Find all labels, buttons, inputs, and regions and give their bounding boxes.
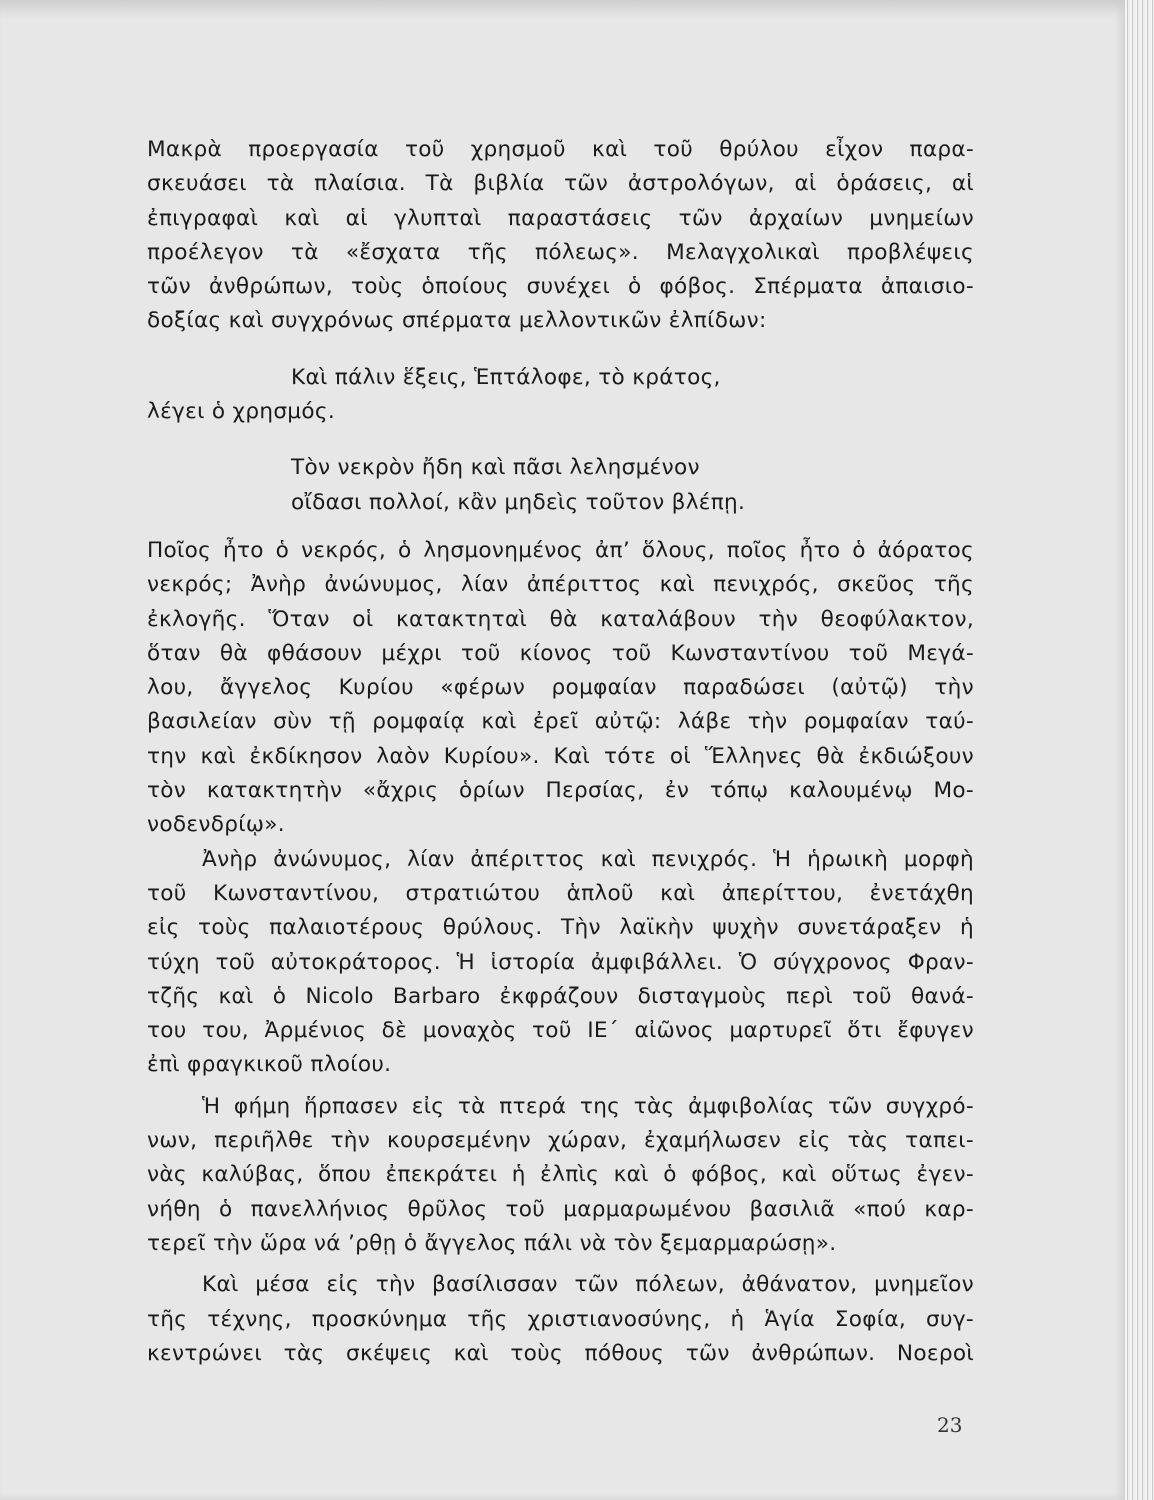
text-line: την καὶ ἐκδίκησον λαὸν Κυρίου». Καὶ τότε οἱ Ἕλληνες θὰ ἐκδιώξουν (147, 743, 974, 769)
text-line: νήθη ὁ πανελλήνιος θρῦλος τοῦ μαρμαρωμένου βασιλιᾶ «πού καρ- (147, 1196, 974, 1222)
text-line: λου, ἄγγελος Κυρίου «φέρων ρομφαίαν παραδώσει (αὐτῷ) τὴν (147, 675, 974, 701)
text-line: του του, Ἀρμένιος δὲ μοναχὸς τοῦ ΙΕ΄ αἰῶνος μαρτυρεῖ ὅτι ἔφυγεν (147, 1018, 974, 1044)
body-text (147, 133, 974, 1371)
text-line: προέλεγον τὰ «ἔσχατα τῆς πόλεως». Μελαγχολικαὶ προβλέψεις (147, 239, 974, 265)
text-line: ἐπιγραφαὶ καὶ αἱ γλυπταὶ παραστάσεις τῶν ἀρχαίων μνημείων (147, 205, 974, 231)
text-line: τερεῖ τὴν ὥρα νά ’ρθῃ ὁ ἄγγελος πάλι νὰ τὸν ξεμαρμαρώσῃ». (147, 1230, 837, 1256)
text-line: κεντρώνει τὰς σκέψεις καὶ τοὺς πόθους τῶν ἀνθρώπων. Νοεροὶ (147, 1340, 974, 1366)
page-number: 23 (937, 1413, 963, 1437)
text-line: Ἀνὴρ ἀνώνυμος, λίαν ἀπέριττος καὶ πενιχρός. Ἡ ἡρωικὴ μορφὴ (202, 846, 974, 872)
text-line: βασιλείαν σὺν τῇ ρομφαίᾳ καὶ ἐρεῖ αὐτῷ: λάβε τὴν ρομφαίαν ταύ- (147, 709, 974, 735)
text-line: νων, περιῆλθε τὴν κουρσεμένην χώραν, ἐχαμήλωσεν εἰς τὰς ταπει- (147, 1128, 974, 1154)
text-line: τύχη τοῦ αὐτοκράτορος. Ἡ ἱστορία ἀμφιβάλλει. Ὁ σύγχρονος Φραν- (147, 949, 974, 975)
text-line: νοδενδρίῳ». (147, 812, 285, 838)
text-line: Ἡ φήμη ἥρπασεν εἰς τὰ πτερά της τὰς ἀμφιβολίας τῶν συγχρό- (202, 1093, 974, 1119)
page-top-shadow (0, 0, 1125, 18)
text-line: τῆς τέχνης, προσκύνημα τῆς χριστιανοσύνης, ἡ Ἁγία Σοφία, συγ- (147, 1306, 974, 1332)
page-edge-stack (1125, 0, 1154, 1500)
verse-line: οἴδασι πολλοί, κἂν μηδεὶς τοῦτον βλέπῃ. (291, 489, 746, 515)
text-line: τζῆς καὶ ὁ Nicolo Barbaro ἐκφράζουν δισταγμοὺς περὶ τοῦ θανά- (147, 983, 974, 1009)
text-line: Ποῖος ἦτο ὁ νεκρός, ὁ λησμονημένος ἀπ’ ὅλους, ποῖος ἦτο ὁ ἀόρατος (147, 537, 974, 563)
text-line: τῶν ἀνθρώπων, τοὺς ὁποίους συνέχει ὁ φόβος. Σπέρματα ἀπαισιο- (147, 274, 974, 300)
text-line: λέγει ὁ χρησμός. (147, 399, 335, 425)
text-line: ὅταν θὰ φθάσουν μέχρι τοῦ κίονος τοῦ Κωνσταντίνου τοῦ Μεγά- (147, 640, 974, 666)
text-line: ἐπὶ φραγκικοῦ πλοίου. (147, 1052, 392, 1078)
text-line: Καὶ μέσα εἰς τὴν βασίλισσαν τῶν πόλεων, ἀθάνατον, μνημεῖον (202, 1272, 974, 1298)
text-line: τὸν κατακτητὴν «ἄχρις ὁρίων Περσίας, ἐν τόπῳ καλουμένῳ Μο- (147, 778, 974, 804)
text-line: ἐκλογῆς. Ὅταν οἱ κατακτηταὶ θὰ καταλάβουν τὴν θεοφύλακτον, (147, 606, 974, 632)
text-line: δοξίας καὶ συγχρόνως σπέρματα μελλοντικῶν ἐλπίδων: (147, 308, 767, 334)
text-line: νὰς καλύβας, ὅπου ἐπεκράτει ἡ ἐλπὶς καὶ ὁ φόβος, καὶ οὕτως ἐγεν- (147, 1162, 974, 1188)
text-line: Μακρὰ προεργασία τοῦ χρησμοῦ καὶ τοῦ θρύλου εἶχον παρα- (147, 137, 974, 162)
text-line: τοῦ Κωνσταντίνου, στρατιώτου ἁπλοῦ καὶ ἀπερίττου, ἐνετάχθη (147, 880, 974, 906)
verse-line: Τὸν νεκρὸν ἤδη καὶ πᾶσι λελησμένον (291, 455, 700, 481)
text-line: νεκρός; Ἀνὴρ ἀνώνυμος, λίαν ἀπέριττος καὶ πενιχρός, σκεῦος τῆς (147, 572, 974, 598)
text-line: σκευάσει τὰ πλαίσια. Τὰ βιβλία τῶν ἀστρολόγων, αἱ ὁράσεις, αἱ (147, 171, 974, 197)
text-line: εἰς τοὺς παλαιοτέρους θρύλους. Τὴν λαϊκὴν ψυχὴν συνετάραξεν ἡ (147, 915, 974, 941)
verse-line: Καὶ πάλιν ἕξεις, Ἑπτάλοφε, τὸ κράτος, (291, 364, 721, 390)
